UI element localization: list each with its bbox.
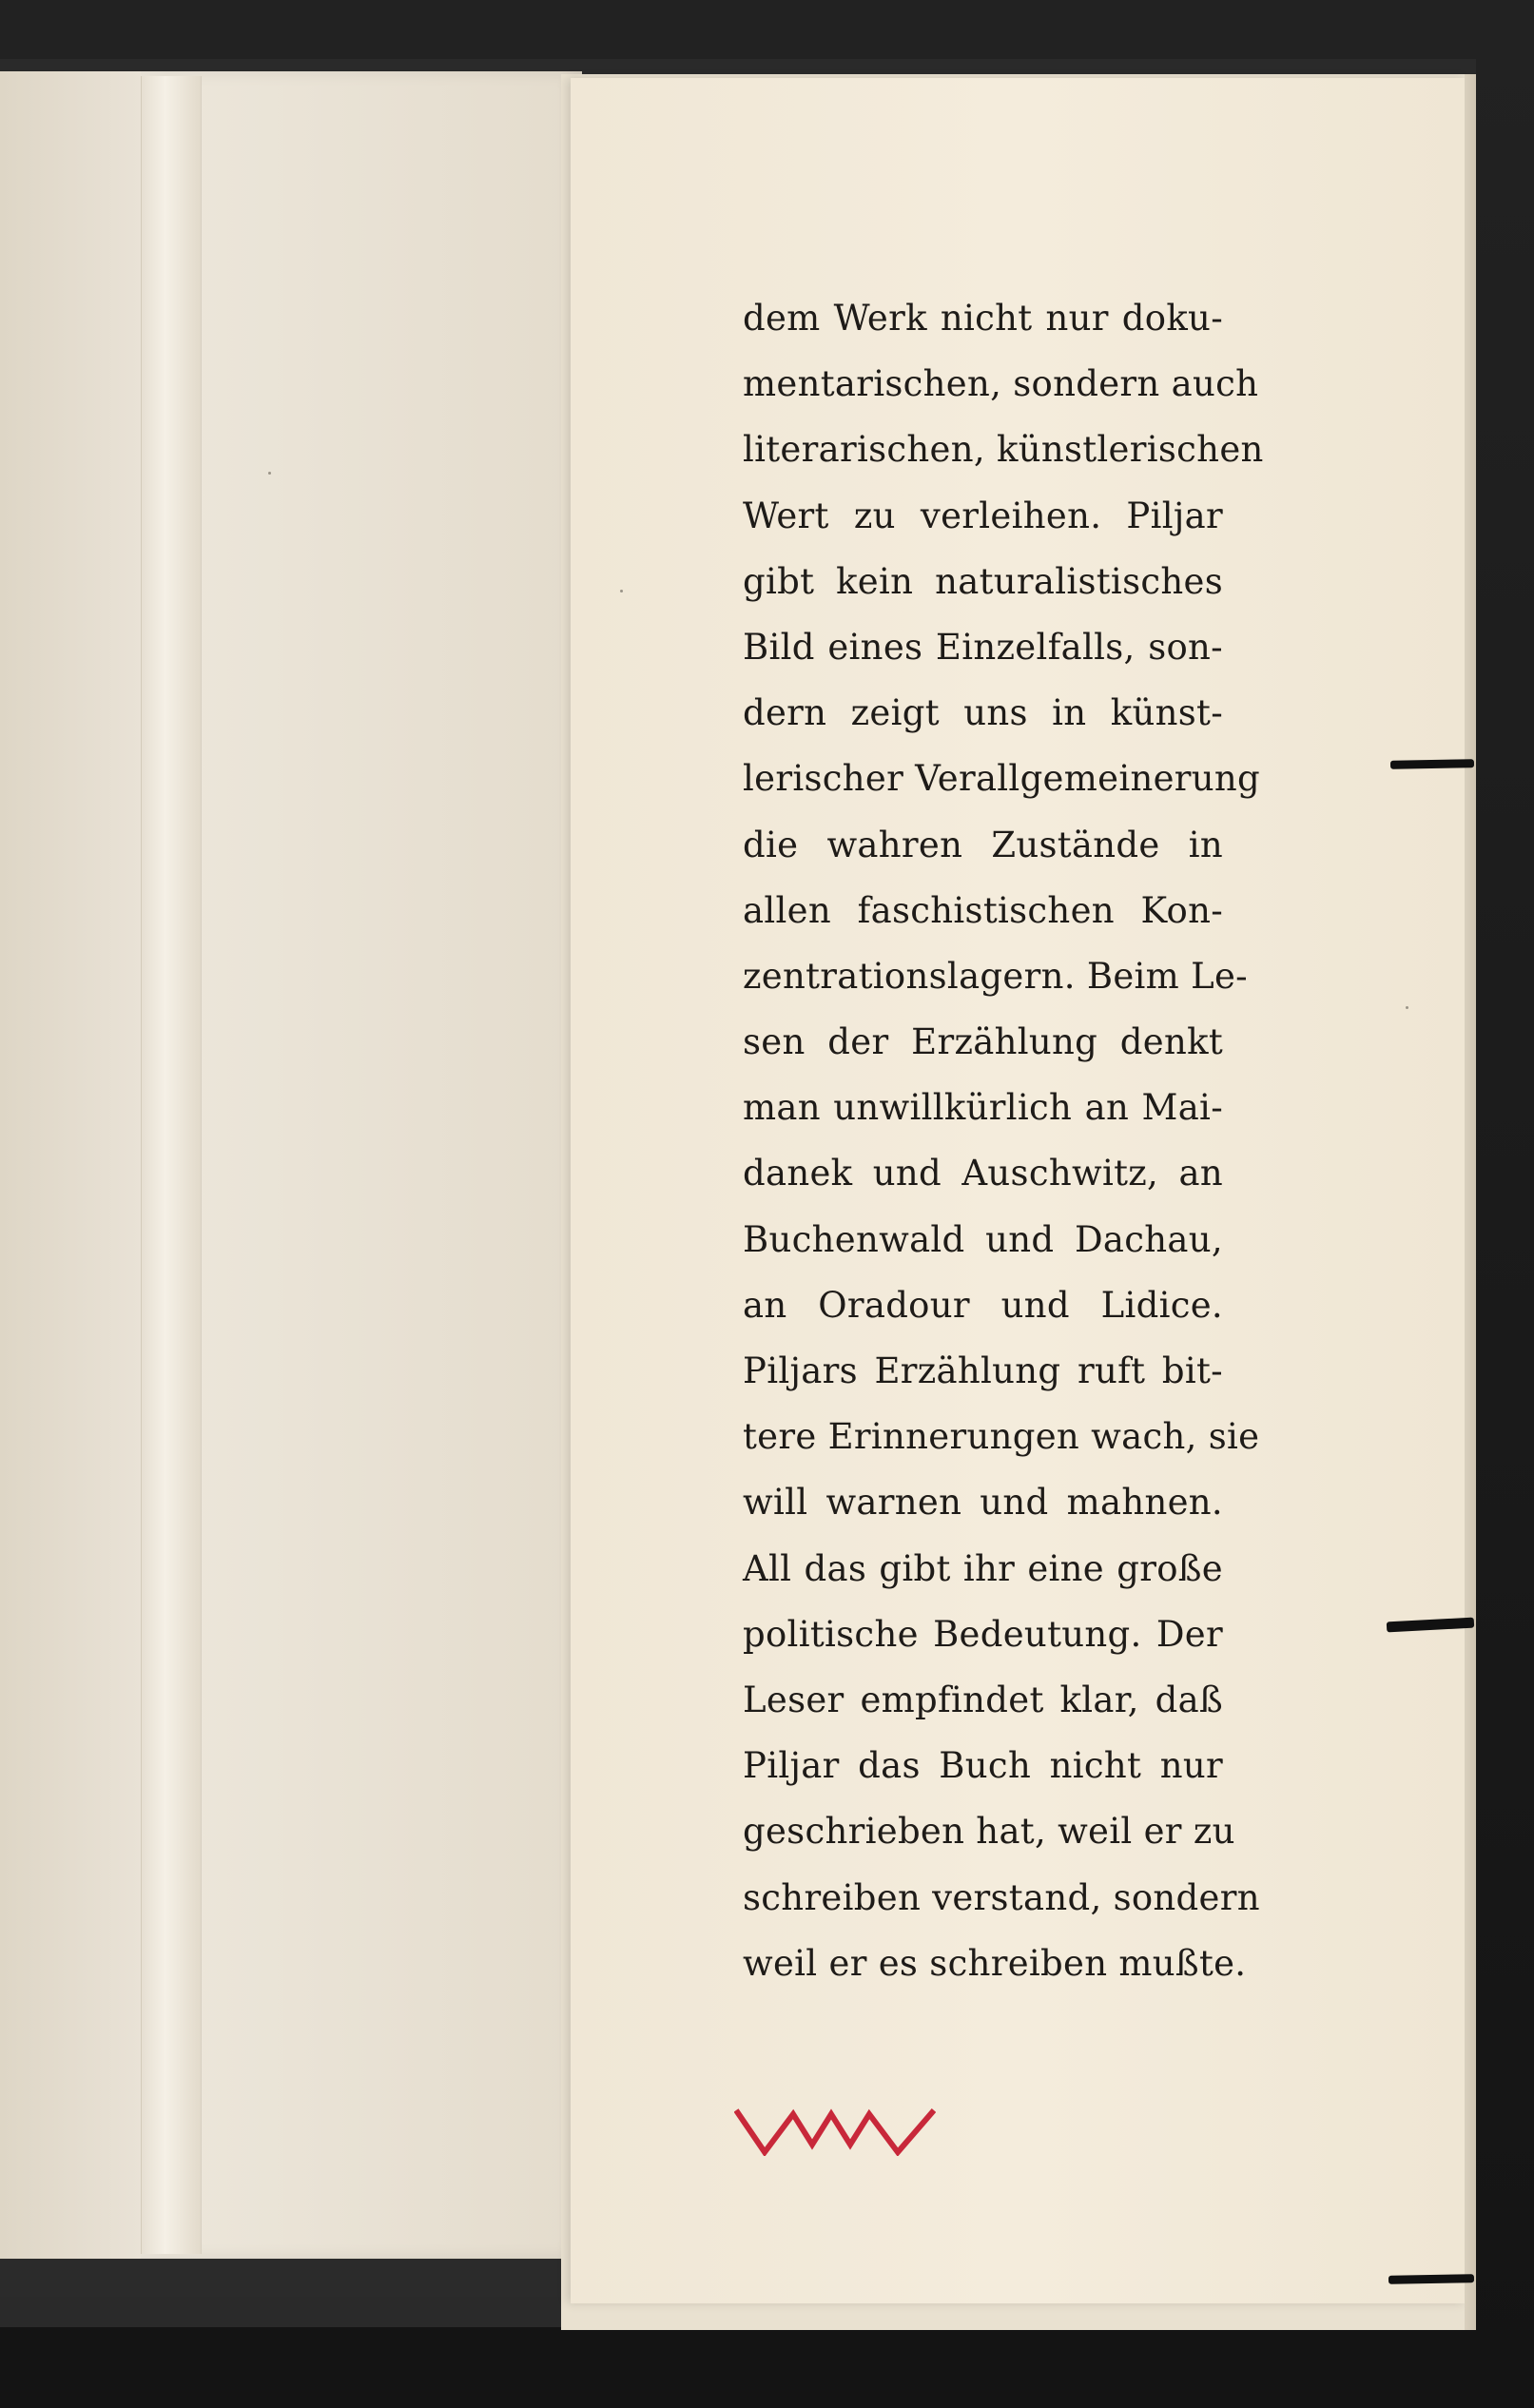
flap-text-line: mentarischen, sondern auch [743, 363, 1259, 405]
left-endpaper-edge [0, 71, 141, 2259]
publisher-zigzag-logo-icon [734, 2107, 936, 2156]
flap-text-line: Piljars Erzählung ruft bit- [743, 1350, 1223, 1391]
flap-text-line: gibt kein naturalistisches [743, 560, 1223, 602]
book-hinge [141, 76, 202, 2254]
flap-text-line: tere Erinnerungen wach, sie [743, 1416, 1260, 1458]
flap-text-line: lerischer Verallgemeinerung [743, 758, 1261, 800]
jacket-fore-edge [1465, 74, 1476, 2330]
flap-text-line: Buchenwald und Dachau, [743, 1218, 1223, 1260]
paper-speck [268, 472, 271, 475]
flap-text-block [743, 285, 1264, 1996]
cover-bottom-edge [0, 2259, 582, 2297]
flap-text-line: an Oradour und Lidice. [743, 1284, 1223, 1326]
flap-text-line: Leser empfindet klar, daß [743, 1679, 1223, 1720]
flap-text-line: zentrationslagern. Beim Le- [743, 955, 1248, 997]
flap-text-line: sen der Erzählung denkt [743, 1021, 1223, 1063]
flap-text-line: politische Bedeutung. Der [743, 1613, 1223, 1655]
flap-text-line: Piljar das Buch nicht nur [743, 1745, 1223, 1787]
tape-mark [1390, 759, 1474, 769]
flap-text-line: schreiben verstand, sondern [743, 1876, 1260, 1918]
flap-text-line: man unwillkürlich an Mai- [743, 1087, 1223, 1129]
flap-text-line: die wahren Zustände in [743, 824, 1223, 865]
flap-text-line: allen faschistischen Kon- [743, 889, 1223, 931]
paper-speck [1406, 1006, 1408, 1009]
flap-text-line: weil er es schreiben mußte. [743, 1942, 1247, 1984]
flap-text-line: geschrieben hat, weil er zu [743, 1811, 1235, 1853]
flap-text-line: Wert zu verleihen. Piljar [743, 495, 1223, 536]
flap-text-line: literarischen, künstlerischen [743, 429, 1264, 471]
flap-text-line: will warnen und mahnen. [743, 1482, 1223, 1524]
flap-text-line: dern zeigt uns in künst- [743, 692, 1223, 734]
flap-text-line: dem Werk nicht nur doku- [743, 298, 1223, 339]
flap-text-line: All das gibt ihr eine große [743, 1547, 1223, 1589]
paper-speck [620, 590, 623, 592]
flap-text-line: Bild eines Einzelfalls, son- [743, 626, 1223, 668]
flap-text-line: danek und Auschwitz, an [743, 1153, 1223, 1194]
tape-mark [1388, 2274, 1474, 2284]
